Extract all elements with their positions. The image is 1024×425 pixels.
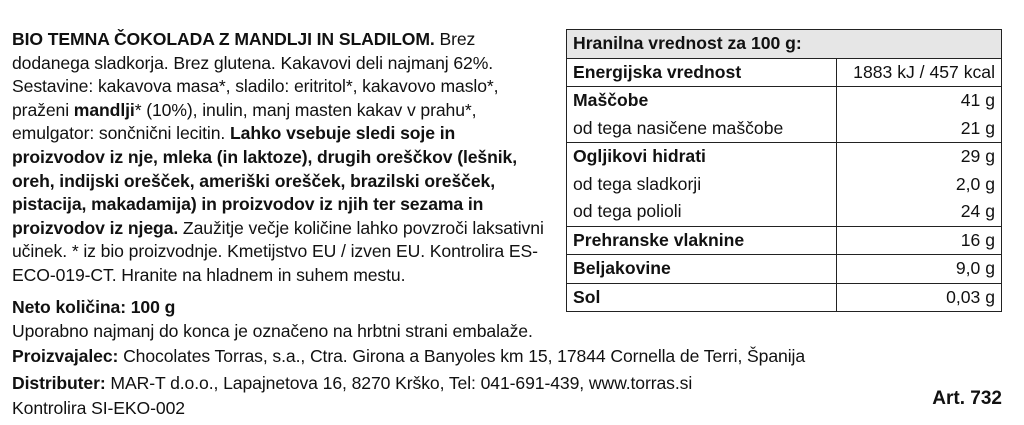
nutrition-value: 2,0 g <box>837 171 1002 199</box>
nutrition-label: Ogljikovi hidrati <box>567 143 837 171</box>
nutrition-row-sugars <box>567 171 1002 199</box>
producer-line <box>12 345 805 369</box>
nutrition-header-row <box>567 30 1002 59</box>
distributor-text: MAR-T d.o.o., Lapajnetova 16, 8270 Krško, Tel: 041-691-439, www.torras.si <box>105 373 693 393</box>
nutrition-label: Energijska vrednost <box>567 58 837 87</box>
nutrition-value: 41 g <box>837 87 1002 115</box>
producer-label: Proizvajalec: <box>12 346 119 366</box>
nutrition-row-polyols <box>567 198 1002 226</box>
ingredients-text <box>12 28 552 288</box>
allergen-warning: Lahko vsebuje sledi soje in proizvodov iz nje, mleka (in laktoze), drugih oreščkov (lešnik, oreh, indijski orešček, ameriški orešček, brazilski orešček, pistacija, makadamija) in proizvodov iz njih ter sezama in proizvodov iz njega. <box>12 123 518 238</box>
nutrition-value: 16 g <box>837 226 1002 255</box>
nutrition-row-energy <box>567 58 1002 87</box>
article-number: Art. 732 <box>932 388 1002 409</box>
nutrition-table <box>566 29 1002 312</box>
nutrition-label: od tega nasičene maščobe <box>567 115 837 143</box>
nutrition-row-salt <box>567 283 1002 312</box>
ingredients-part-3: Zaužitje večje količine lahko povzroči laksativni učinek. * iz bio proizvodnje. Kmetijstvo EU / izven EU. Kontrolira ES-ECO-019-CT. Hranite na hladnem in suhem mestu. <box>12 217 544 285</box>
nutrition-value: 29 g <box>837 143 1002 171</box>
nutrition-row-carbohydrates <box>567 143 1002 171</box>
product-title: BIO TEMNA ČOKOLADA Z MANDLJI IN SLADILOM. <box>12 29 435 49</box>
distributor-label: Distributer: <box>12 373 106 393</box>
ingredients-part-2: * (10%), inulin, manj masten kakav v prahu*, emulgator: sončnični lecitin. <box>12 99 477 144</box>
nutrition-value: 0,03 g <box>837 283 1002 312</box>
distributor-line <box>12 372 692 396</box>
nutrition-value: 21 g <box>837 115 1002 143</box>
nutrition-label: od tega polioli <box>567 198 837 226</box>
allergen-almond: mandlji <box>73 99 135 120</box>
best-before-note: Uporabno najmanj do konca je označeno na hrbtni strani embalaže. <box>12 321 533 341</box>
nutrition-label: Prehranske vlaknine <box>567 226 837 255</box>
nutrition-label: od tega sladkorji <box>567 171 837 199</box>
nutrition-label: Beljakovine <box>567 255 837 284</box>
net-quantity: Neto količina: 100 g <box>12 297 176 317</box>
producer-text: Chocolates Torras, s.a., Ctra. Girona a Banyoles km 15, 17844 Cornella de Terri, Španija <box>118 346 806 366</box>
nutrition-row-fibre <box>567 226 1002 255</box>
control-code: Kontrolira SI-EKO-002 <box>12 398 185 418</box>
nutrition-value: 1883 kJ / 457 kcal <box>837 58 1002 87</box>
nutrition-value: 9,0 g <box>837 255 1002 284</box>
nutrition-row-saturated-fat <box>567 115 1002 143</box>
nutrition-row-protein <box>567 255 1002 284</box>
nutrition-row-fat <box>567 87 1002 115</box>
nutrition-value: 24 g <box>837 198 1002 226</box>
nutrition-header: Hranilna vrednost za 100 g: <box>567 30 1002 59</box>
nutrition-label: Maščobe <box>567 87 837 115</box>
ingredients-part-1: Brez dodanega sladkorja. Brez glutena. Kakavovi deli najmanj 62%. Sestavine: kakavova masa*, sladilo: eritritol*, kakavovo maslo*, praženi <box>12 29 499 120</box>
nutrition-label: Sol <box>567 283 837 312</box>
